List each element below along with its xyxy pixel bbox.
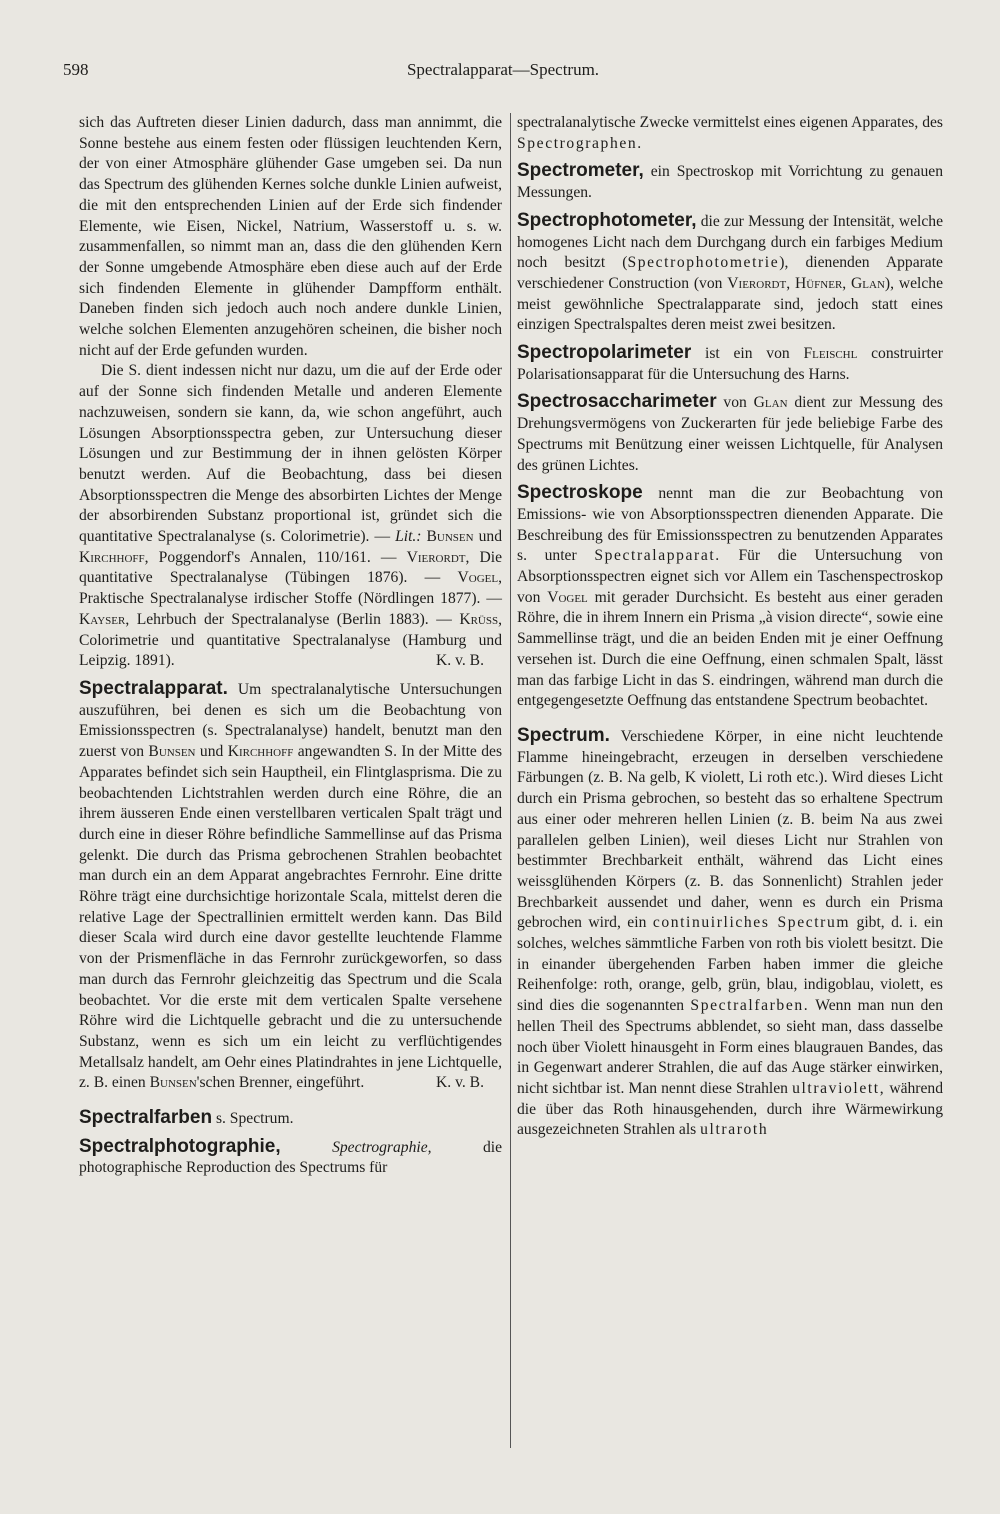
text-run: und <box>195 743 228 761</box>
text-run: Lit.: <box>395 528 422 546</box>
text-run: angewandten S. In der Mitte des Apparates befindet sich sein Hauptheil, ein Flintglasprisma. Die zu beobachtenden Lichtstrahlen werden durch eine Röhre, die an ihrem äusseren Ende einen verstellbaren verticalen Spalt trägt und durch eine in dieser Röhre befindliche Sammellinse auf das Prisma gelenkt. Die durch das Prisma gebrochenen Strahlen beobachtet man durch ein an dem Apparat angebrachtes Fernrohr. Eine dritte Röhre trägt eine durchsichtige horizontale Scala, mittelst deren die relative Lage der Spectrallinien ermittelt werden kann. Das Bild dieser Scala wird durch eine davor gestellte leuchtende Flamme von der Prismenfläche in das Fernrohr zurückgeworfen, so dass man durch das Fernrohr gleichzeitig das Spectrum und die Scala beobachtet. Vor die erste mit dem verticalen Spalte versehene Röhre wird die Lichtquelle gebracht und die zu untersuchende Substanz, wenn es sich um ein leicht zu verflüchtigendes Metallsalz handelt, am Oehr eines Platindrahtes in jene Lichtquelle, z. B. einen <box>79 743 503 1092</box>
text-run: Krüss <box>459 610 499 628</box>
text-run: von <box>716 394 754 412</box>
entry-term: Spectralapparat. <box>79 678 228 699</box>
text-run: Vogel <box>457 569 499 587</box>
entry-term: Spectralfarben <box>79 1107 213 1129</box>
text-run: ein Spectroskop mit Vorrichtung zu genauen Messungen. <box>517 163 943 202</box>
entry-spectralfarben <box>79 1108 502 1130</box>
text-run: Bunsen <box>149 1074 197 1092</box>
entry-term: Spectralphotographie, <box>79 1135 281 1157</box>
entry-spectralphotographie <box>79 1137 502 1179</box>
entry-spectrosaccharimeter <box>517 392 943 476</box>
entry-spectrophotometer <box>517 211 943 336</box>
entry-term: Spectrophotometer, <box>517 209 697 231</box>
text-run: 'schen Brenner, eingeführt. <box>196 1074 365 1092</box>
text-run: , Poggendorf's Annalen, 110/161. — <box>144 548 407 566</box>
text-run: , Lehrbuch der Spectralanalyse (Berlin 1883). — <box>125 610 460 628</box>
page-header <box>63 60 943 86</box>
text-run: Vierordt <box>406 548 466 566</box>
text-run: Spectralapparat. <box>594 547 721 565</box>
text-run: ultraroth <box>700 1121 769 1139</box>
text-run: Verschiedene Körper, in eine nicht leuchtende Flamme hineingebracht, erzeugen in derselben verschiedene Färbungen (z. B. Na gelb, K violett, Li roth etc.). Wird dieses Licht durch ein Prisma gebrochen, so besteht das so erhaltene Spectrum aus einer oder mehreren hellen Linien (z. B. beim Na aus zwei parallelen gelben Linien), weil dieses Licht nur Strahlen von bestimmter Brechbarkeit enthält, während das Licht eines weissglühenden Körpers (z. B. das Sonnenlicht) Strahlen jeder Brechbarkeit aussendet und daher, wenn es durch ein Prisma gebrochen wird, ein <box>517 727 943 932</box>
text-run: Spectrographen. <box>517 134 643 152</box>
text-run: Wenn man nun den hellen Theil des Spectrums abblendet, so sieht man, dass dasselbe noch über Violett hinausgeht in Form eines blaugrauen Bandes, das in Gegenwart anderer Strahlen, die auf das Auge stärker einwirken, nicht sichtbar ist. Man nennt diese Strahlen <box>517 997 943 1097</box>
text-run: die photographische Reproduction des Spectrums für <box>79 1138 502 1177</box>
text-run: Kayser <box>79 610 126 628</box>
text-run: s. Spectrum. <box>212 1110 294 1128</box>
entry-spectrum <box>517 726 943 1141</box>
text-run: Die S. dient indessen nicht nur dazu, um die auf der Erde oder auf der Sonne sich findenden Metalle und anderen Elemente nachzuweisen, sondern sie kann, da, wie schon angeführt, auch Lösungen Absorptionsspectra geben, zur Untersuchung dieser Lösungen und zur Bestimmung der in ihnen gelösten Körper benutzt werden. Auf die Beobachtung, dass bei diesen Absorptionsspectren die Menge des absorbirten Lichtes der Menge der absorbirenden Substanz proportional ist, gründet sich die quantitative Spectralanalyse (s. Colorimetrie). — <box>79 362 502 546</box>
text-run: ), welche meist gewöhnliche Spectralapparate sind, jedoch statt eines einzigen Spectralspaltes deren meist zwei besitzen. <box>517 274 943 334</box>
text-run: , <box>786 274 795 292</box>
text-run: Kirchhoff <box>79 548 145 566</box>
text-run: Für die Untersuchung von Absorptionsspectren eignet sich vor Allem ein Taschenspectroskop von <box>517 547 943 606</box>
text-run: und <box>473 528 502 546</box>
author-signature: K. v. B. <box>436 652 484 670</box>
text-run: continuirliches Spectrum <box>652 914 851 932</box>
column-divider <box>510 113 511 1448</box>
paragraph-continuation <box>79 113 502 361</box>
text-run: Vierordt <box>727 274 787 292</box>
text-run: während die über das Roth hinausgehenden, durch ihre Wärmewirkung ausgezeichneten Strahlen als <box>517 1079 944 1139</box>
text-run: die zur Messung der Intensität, welche homogenes Licht nach dem Durchgang durch ein farbiges Medium noch besitzt ( <box>517 212 943 272</box>
text-run: mit gerader Durchsicht. Es besteht aus einer geraden Röhre, die in ihrem Innern ein Prisma „à vision directe“, sowie eine Sammellinse trägt, und die an beiden Enden mit je einer Oeffnung versehen ist. Durch die eine Oeffnung, einen schmalen Spalt, lässt man das farbige Licht in das S. eindringen, während man durch die entgegengesetzte Oeffnung das entstandene Spectrum beobachtet. <box>517 588 943 710</box>
entry-term: Spectrosaccharimeter <box>517 391 717 413</box>
entry-spectralapparat <box>79 679 502 1094</box>
text-run: Glan <box>753 394 788 412</box>
text-run: spectralanalytische Zwecke vermittelst eines eigenen Apparates, des <box>517 114 943 131</box>
right-column <box>517 113 943 1141</box>
entry-spectropolarimeter <box>517 343 943 385</box>
entry-term: Spectrum. <box>517 724 610 746</box>
entry-term: Spectroskope <box>517 482 643 504</box>
left-column <box>79 113 502 1179</box>
text-run: , Praktische Spectralanalyse irdischer Stoffe (Nördlingen 1877). — <box>79 569 502 608</box>
text-run: Spectrophotometrie <box>627 254 780 272</box>
text-run: , <box>842 274 852 292</box>
text-run: Vogel <box>547 588 588 606</box>
text-run: ist ein von <box>691 345 804 363</box>
text-run: Um spectralanalytische Untersuchungen auszuführen, bei denen es sich um die Beobachtung von Emissionsspectren (s. Spectralanalyse) handelt, benutzt man den zuerst von <box>79 681 502 761</box>
text-run: Bunsen <box>426 528 474 546</box>
entry-term: Spectrometer, <box>517 160 644 182</box>
text-run: gibt, d. i. ein solches, welches sämmtliche Farben von roth bis violett besitzt. Die in einander übergehenden Farben haben immer die gleiche Reihenfolge: roth, orange, gelb, grün, blau, indigoblau, violett, es sind dies die sogenannten <box>517 914 944 1015</box>
page-number: 598 <box>63 60 89 79</box>
text-run: Fleischl <box>803 345 858 363</box>
text-run: Hüfner <box>794 274 843 292</box>
text-run: dient zur Messung des Drehungsvermögens von Zuckerarten für jede beliebige Farbe des Spectrums mit Benützung einer weissen Lichtquelle, für Analysen des grünen Lichtes. <box>517 394 943 474</box>
text-run: , Die quantitative Spectralanalyse (Tübingen 1876). — <box>79 548 503 587</box>
entry-term: Spectropolarimeter <box>517 342 692 364</box>
text-run: Kirchhoff <box>227 743 294 761</box>
text-run: construirter Polarisationsapparat für die Untersuchung des Harns. <box>517 345 943 383</box>
running-title: Spectralapparat—Spectrum. <box>406 60 600 79</box>
text-run: ultraviolett, <box>792 1079 886 1097</box>
text-run: Spectralfarben. <box>690 997 810 1015</box>
text-run: sich das Auftreten dieser Linien dadurch, dass man annimmt, die Sonne bestehe aus einem festen oder flüssigen leuchtenden Kern, der von einer Atmosphäre glühender Gase umgeben sei. Da nun das Spectrum des glühenden Kernes solche dunkle Linien aufweist, die mit den entsprechenden Linien auf der Erde sich findender Elemente, wie Eisen, Nickel, Natrium, Wasserstoff u. s. w. zusammenfallen, so nimmt man an, dass die den glühenden Kern der Sonne umgebende Atmosphäre eben diese auch auf der Erde sich findenden Elemente in glühender Dampfform enthält. Daneben finden sich jedoch auch noch andere dunkle Linien, welche solchen Elementen anzugehören scheinen, die bisher noch nicht auf der Erde gefunden wurden. <box>79 114 502 359</box>
text-run: , Colorimetrie und quantitative Spectralanalyse (Hamburg und Leipzig. 1891). <box>79 610 502 670</box>
text-run: Bunsen <box>148 743 196 761</box>
text-run: ), dienenden Apparate verschiedener Construction (von <box>517 254 943 292</box>
paragraph-continuation <box>517 113 943 154</box>
entry-spectrometer <box>517 161 943 203</box>
text-run: Glan <box>851 274 885 292</box>
entry-spectroskope <box>517 483 943 712</box>
author-signature: K. v. B. <box>436 1074 484 1092</box>
text-run: Spectrographie, <box>332 1138 432 1156</box>
text-run: nennt man die zur Beobachtung von Emissions- wie von Absorptionsspectren dienenden Apparate. Die Beschreibung des für Emissionsspectren zu benutzenden Apparates s. unter <box>517 485 943 565</box>
paragraph-literature <box>79 361 502 672</box>
